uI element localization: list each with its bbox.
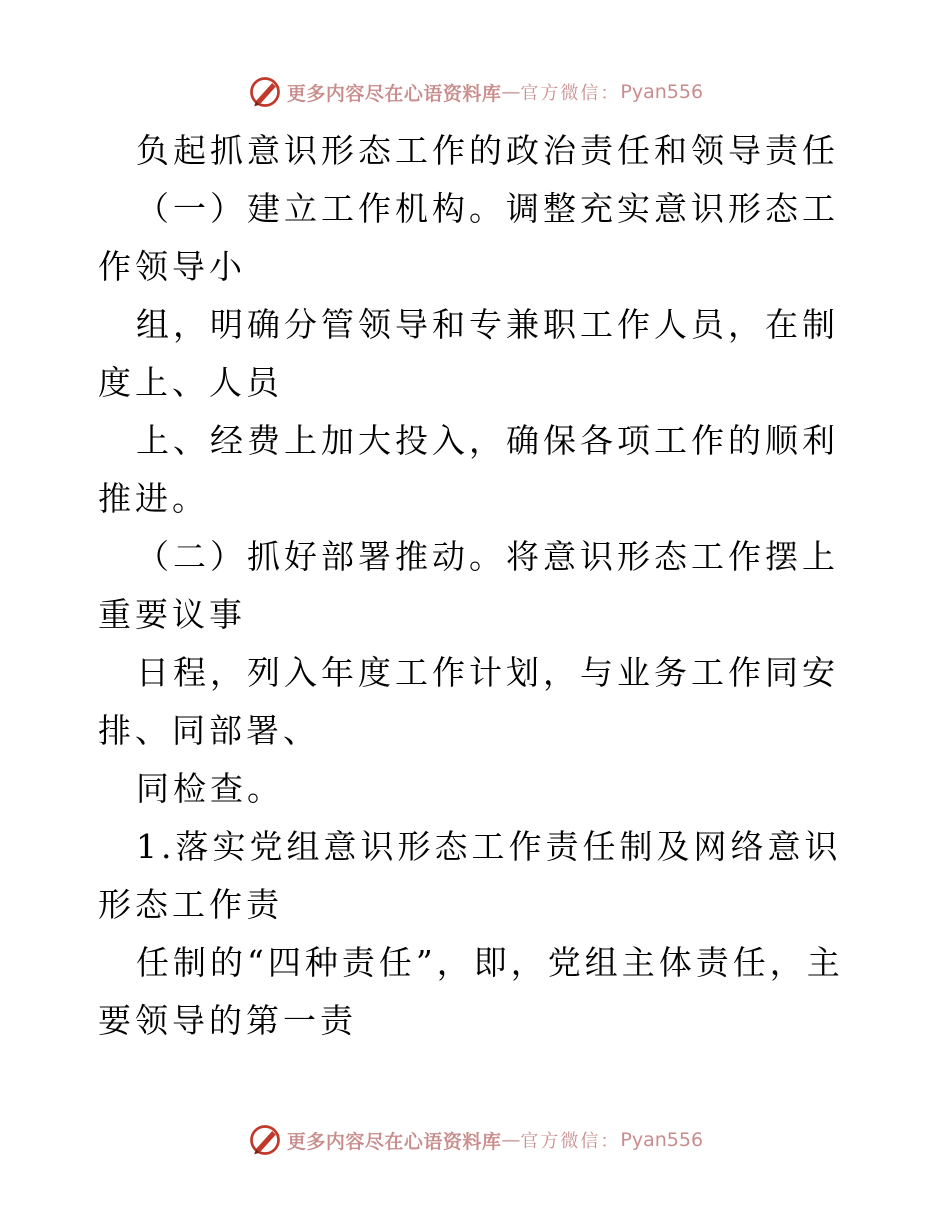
paragraph: 同检查。 <box>136 769 284 808</box>
footer-watermark <box>0 1120 950 1160</box>
watermark-main-text: 更多内容尽在心语资料库 <box>286 1130 502 1153</box>
watermark-dash: — <box>501 81 521 103</box>
pen-logo-icon <box>247 1122 283 1158</box>
header-watermark <box>0 72 950 112</box>
watermark-wechat-label: 官方微信： <box>520 83 621 104</box>
paragraph: 日程，列入年度工作计划，与业务工作同安排、同部署、 <box>98 653 839 750</box>
paragraph: 组，明确分管领导和专兼职工作人员，在制度上、人员 <box>98 305 839 402</box>
paragraph: 任制的“四种责任”，即，党组主体责任，主要领导的第一责 <box>98 943 844 1040</box>
pen-logo-icon <box>247 74 283 110</box>
paragraph: 负起抓意识形态工作的政治责任和领导责任 <box>136 131 839 170</box>
paragraph: （一）建立工作机构。调整充实意识形态工作领导小 <box>98 189 839 286</box>
paragraph: （二）抓好部署推动。将意识形态工作摆上重要议事 <box>98 537 839 634</box>
watermark-dash: — <box>501 1129 521 1151</box>
document-body <box>98 122 858 1050</box>
paragraph: 1.落实党组意识形态工作责任制及网络意识形态工作责 <box>98 827 842 924</box>
watermark-wechat-label: 官方微信： <box>520 1131 621 1152</box>
paragraph: 上、经费上加大投入，确保各项工作的顺利推进。 <box>98 421 839 518</box>
watermark-wechat-id: Pyan556 <box>620 81 704 103</box>
watermark-main-text: 更多内容尽在心语资料库 <box>286 82 502 105</box>
watermark-wechat-id: Pyan556 <box>620 1129 704 1151</box>
